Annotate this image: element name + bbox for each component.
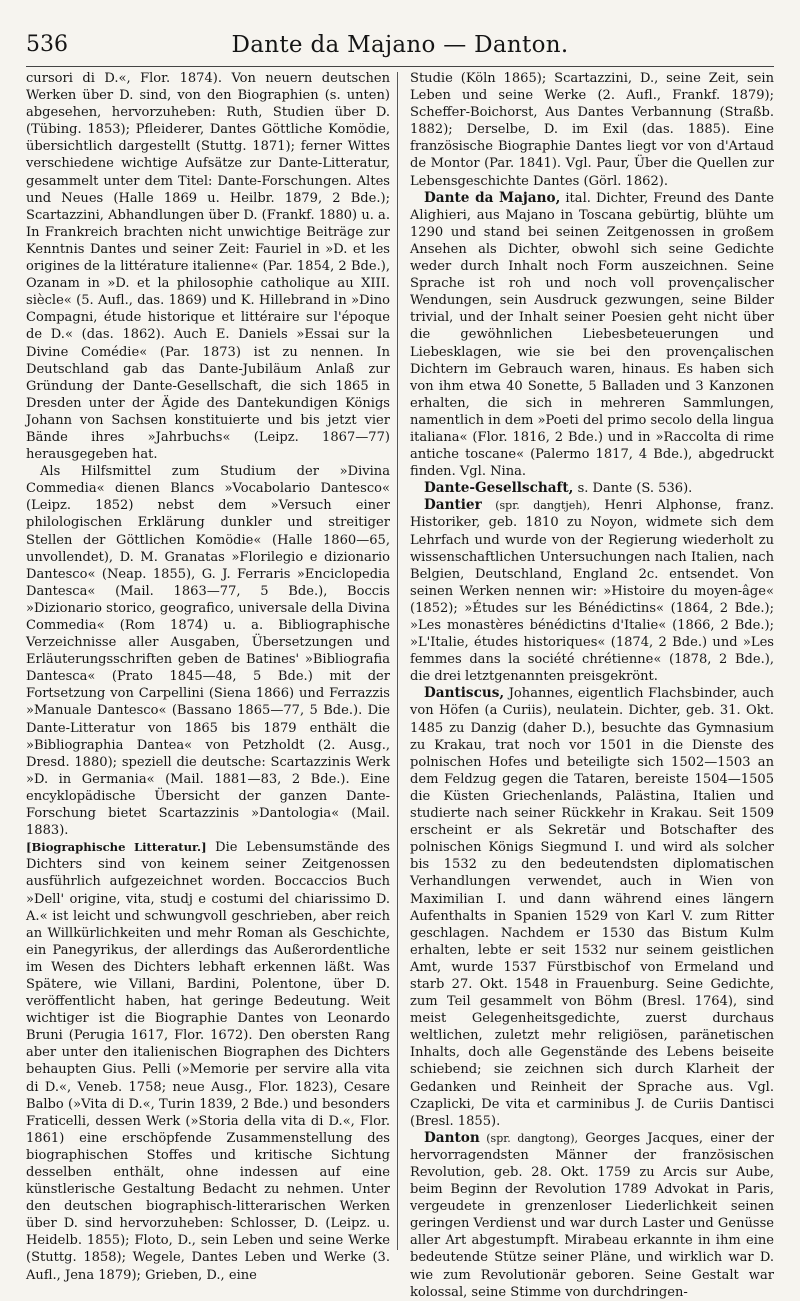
section-tag-biographische-litteratur: [Biographische Litteratur.] [26, 840, 207, 855]
entry-text: ital. Dichter, Freund des Dante Alighieri, aus Majano in Toscana gebürtig, blühte um 1290 und stand bei seinen Zeitgenossen in großem Ansehen als Dichter, obwohl sich seine Gedichte weder durch Inhalt noch Form auszeichnen. Seine Sprache ist roh und noch voll provençalischer Wendungen, sein Ausdruck gezwungen, seine Bilder trivial, und der Inhalt seiner Poesien geht nicht über die gewöhnlichen Liebesbeteuerungen und Liebesklagen, wie sie bei den provençalischen Dichtern im Gebrauch waren, hinaus. Es haben sich von ihm etwa 40 Sonette, 5 Balladen und 3 Kanzonen erhalten, die sich in mehreren Sammlungen, namentlich in dem »Poeti del primo secolo della lingua italiana« (Flor. 1816, 2 Bde.) und in »Raccolta di rime antiche toscane« (Palermo 1817, 4 Bde.), abgedruckt finden. Vgl. Nina. [410, 190, 774, 480]
paragraph-aids: Als Hilfsmittel zum Studium der »Divina Commedia« dienen Blancs »Vocabolario Dantesco« (Leipz. 1852) nebst dem »Versuch einer philologischen Erklärung dunkler und streitiger Stellen der Göttlichen Komödie« (Halle 1860—65, unvollendet), D. M. Granatas »Florilegio e dizionario Dantesco« (Neap. 1855), G. J. Ferraris »Enciclopedia Dantesca« (Mail. 1863—77, 5 Bde.), Boccis »Dizionario storico, geografico, universale della Divina Commedia« (Rom 1874) u. a. Bibliographische Verzeichnisse aller Ausgaben, Übersetzungen und Erläuterungsschriften geben de Batines' »Bibliografia Dantesca« (Prato 1845—48, 5 Bde.) mit der Fortsetzung von Carpellini (Siena 1866) und Ferrazzis »Manuale Dantesco« (Bassano 1865—77, 5 Bde.). Die Dante-Litteratur von 1865 bis 1879 enthält die »Bibliographia Dantea« von Petzholdt (2. Ausg., Dresd. 1880); speziell die deutsche: Scartazzinis Werk »D. in Germania« (Mail. 1881—83, 2 Bde.). Eine encyklopädische Übersicht der ganzen Dante-Forschung bietet Scartazzinis »Dantologia« (Mail. 1883). [26, 464, 390, 839]
headword-dantier: Dantier [424, 497, 482, 514]
entry-dantiscus [410, 685, 774, 1129]
left-column [26, 70, 390, 1283]
paragraph-continuation: Studie (Köln 1865); Scartazzini, D., seine Zeit, sein Leben und seine Werke (2. Aufl., Frankf. 1879); Scheffer-Boichorst, Aus Dantes Verbannung (Straßb. 1882); Derselbe, D. im Exil (das. 1885). Eine französische Biographie Dantes liegt vor von d'Artaud de Montor (Par. 1841). Vgl. Paur, Über die Quellen zur Lebensgeschichte Dantes (Görl. 1862). [410, 71, 774, 189]
right-column [410, 70, 774, 1300]
headword-dantiscus: Dantiscus, [424, 685, 505, 702]
entry-dante-da-majano [410, 190, 774, 481]
entry-text: Henri Alphonse, franz. Historiker, geb. 1810 zu Noyon, widmete sich dem Lehrfach und wurde von der Regierung wiederholt zu wissenschaftlichen Untersuchungen nach Italien, nach Belgien, Deutschland, England 2c. entsendet. Von seinen Werken nennen wir: »Histoire du moyen-âge« (1852); »Études sur les Bénédictins« (1864, 2 Bde.); »Les monastères bénédictins d'Italie« (1866, 2 Bde.); »L'Italie, études historiques« (1874, 2 Bde.) und »Les femmes dans la société chrétienne« (1878, 2 Bde.), die drei letztgenannten preisgekrönt. [410, 498, 774, 685]
paragraph-biographical-text: Die Lebensumstände des Dichters sind von keinem seiner Zeitgenossen ausführlich aufgezeichnet worden. Boccaccios Buch »Dell' origine, vita, studj e costumi del chiarissimo D. A.« ist leicht und schwungvoll geschrieben, aber reich an Willkürlichkeiten und mehr Roman als Geschichte, ein Panegyrikus, der allerdings das Außerordentliche im Wesen des Dichters lebhaft erkennen läßt. Was Spätere, wie Villani, Bardini, Polentone, über D. veröffentlicht haben, hat geringe Bedeutung. Weit wichtiger ist die Biographie Dantes von Leonardo Bruni (Perugia 1617, Flor. 1672). Den obersten Rang aber unter den italienischen Biographen des Dichters behaupten Gius. Pelli (»Memorie per servire alla vita di D.«, Veneb. 1758; neue Ausg., Flor. 1823), Cesare Balbo (»Vita di D.«, Turin 1839, 2 Bde.) und besonders Fraticelli, dessen Werk (»Storia della vita di D.«, Flor. 1861) eine erschöpfende Zusammenstellung des biographischen Stoffes und kritische Sichtung desselben enthält, ohne indessen auf eine künstlerische Gestaltung Bedacht zu nehmen. Unter den deutschen biographisch-litterarischen Werken über D. sind hervorzuheben: Schlosser, D. (Leipz. u. Heidelb. 1855); Floto, D., sein Leben und seine Werke (Stuttg. 1858); Wegele, Dantes Leben und Werke (3. Aufl., Jena 1879); Grieben, D., eine [26, 840, 390, 1283]
headword-danton: Danton [424, 1129, 480, 1146]
page-header [26, 24, 774, 68]
pronunciation: (spr. dangtjeh), [481, 499, 591, 513]
headword-dante-da-majano: Dante da Majano, [424, 189, 561, 206]
pronunciation: (spr. dangtong), [479, 1131, 579, 1145]
page-number: 536 [26, 32, 68, 57]
paragraph-literature-german: cursori di D.«, Flor. 1874). Von neuern deutschen Werken über D. sind, von den Biographien (s. unten) abgesehen, hervorzuheben: Ruth, Studien über D. (Tübing. 1853); Pfleiderer, Dantes Göttliche Komödie, übersichtlich dargestellt (Stuttg. 1871); ferner Wittes verschiedene wichtige Aufsätze zur Dante-Litteratur, gesammelt unter dem Titel: Dante-Forschungen. Altes und Neues (Halle 1869 u. Heilbr. 1879, 2 Bde.); Scartazzini, Abhandlungen über D. (Frankf. 1880) u. a. In Frankreich brachten nicht unwichtige Beiträge zur Kenntnis Dantes und seiner Zeit: Fauriel in »D. et les origines de la littérature italienne« (Par. 1854, 2 Bde.), Ozanam in »D. et la philosophie catholique au XIII. siècle« (5. Aufl., das. 1869) und K. Hillebrand in »Dino Compagni, étude historique et littéraire sur l'époque de D.« (das. 1862). Auch E. Daniels »Essai sur la Divine Comédie« (Par. 1873) ist zu nennen. In Deutschland gab das Dante-Jubiläum Anlaß zur Gründung der Dante-Gesellschaft, die sich 1865 in Dresden unter der Ägide des Dantekundigen Königs Johann von Sachsen konstituierte und bis jetzt vier Bände ihres »Jahrbuchs« (Leipz. 1867—77) herausgegeben hat. [26, 71, 390, 463]
header-rule [26, 66, 774, 67]
entry-text: Johannes, eigentlich Flachsbinder, auch von Höfen (a Curiis), neulatein. Dichter, geb. 31. Okt. 1485 zu Danzig (daher D.), besuchte das Gymnasium zu Krakau, trat noch vor 1501 in die Dienste des polnischen Hofes und beteiligte sich 1502—1503 an dem Feldzug gegen die Tataren, bereiste 1504—1505 die Küsten Griechenlands, Palästina, Italien und studierte nach seiner Rückkehr in Krakau. Seit 1509 erscheint er als Sekretär und Botschafter des polnischen Königs Siegmund I. und wird als solcher bis 1532 zu den bedeutendsten diplomatischen Verhandlungen verwendet, auch in Wien von Maximilian I. und dann während eines längern Aufenthalts in Spanien 1529 von Karl V. zum Ritter geschlagen. Nachdem er 1530 das Bistum Kulm erhalten, lebte er seit 1532 nur seinem geistlichen Amt, wurde 1537 Fürstbischof von Ermeland und starb 27. Okt. 1548 in Frauenburg. Seine Gedichte, zum Teil gesammelt von Böhm (Bresl. 1764), sind meist Gelegenheitsgedichte, zuerst durchaus weltlichen, zuletzt mehr religiösen, paränetischen Inhalts, doch alle Gegenstände des Lebens beiseite schiebend; sie zeichnen sich durch Klarheit der Gedanken und Reinheit der Sprache aus. Vgl. Czaplicki, De vita et carminibus J. de Curiis Dantisci (Bresl. 1855). [410, 686, 774, 1129]
paragraph-biographical [26, 839, 390, 1283]
entry-text: Georges Jacques, einer der hervorragendsten Männer der französischen Revolution, geb. 28. Okt. 1759 zu Arcis sur Aube, beim Beginn der Revolution 1789 Advokat in Paris, vergeudete in grenzenloser Liederlichkeit seinen geringen Verdienst und war durch Laster und Genüsse aller Art abgestumpft. Mirabeau erkannte in ihm eine bedeutende Stütze seiner Pläne, und wirklich war D. wie zum Revolutionär geboren. Seine Gestalt war kolossal, seine Stimme von durchdringen- [410, 1130, 774, 1300]
entry-dante-gesellschaft [410, 480, 774, 497]
running-title: Dante da Majano — Danton. [231, 32, 569, 58]
entry-danton [410, 1130, 774, 1301]
headword-dante-gesellschaft: Dante-Gesellschaft, [424, 480, 574, 497]
entry-text: s. Dante (S. 536). [573, 481, 693, 497]
column-divider [397, 72, 398, 1250]
entry-dantier [410, 497, 774, 685]
